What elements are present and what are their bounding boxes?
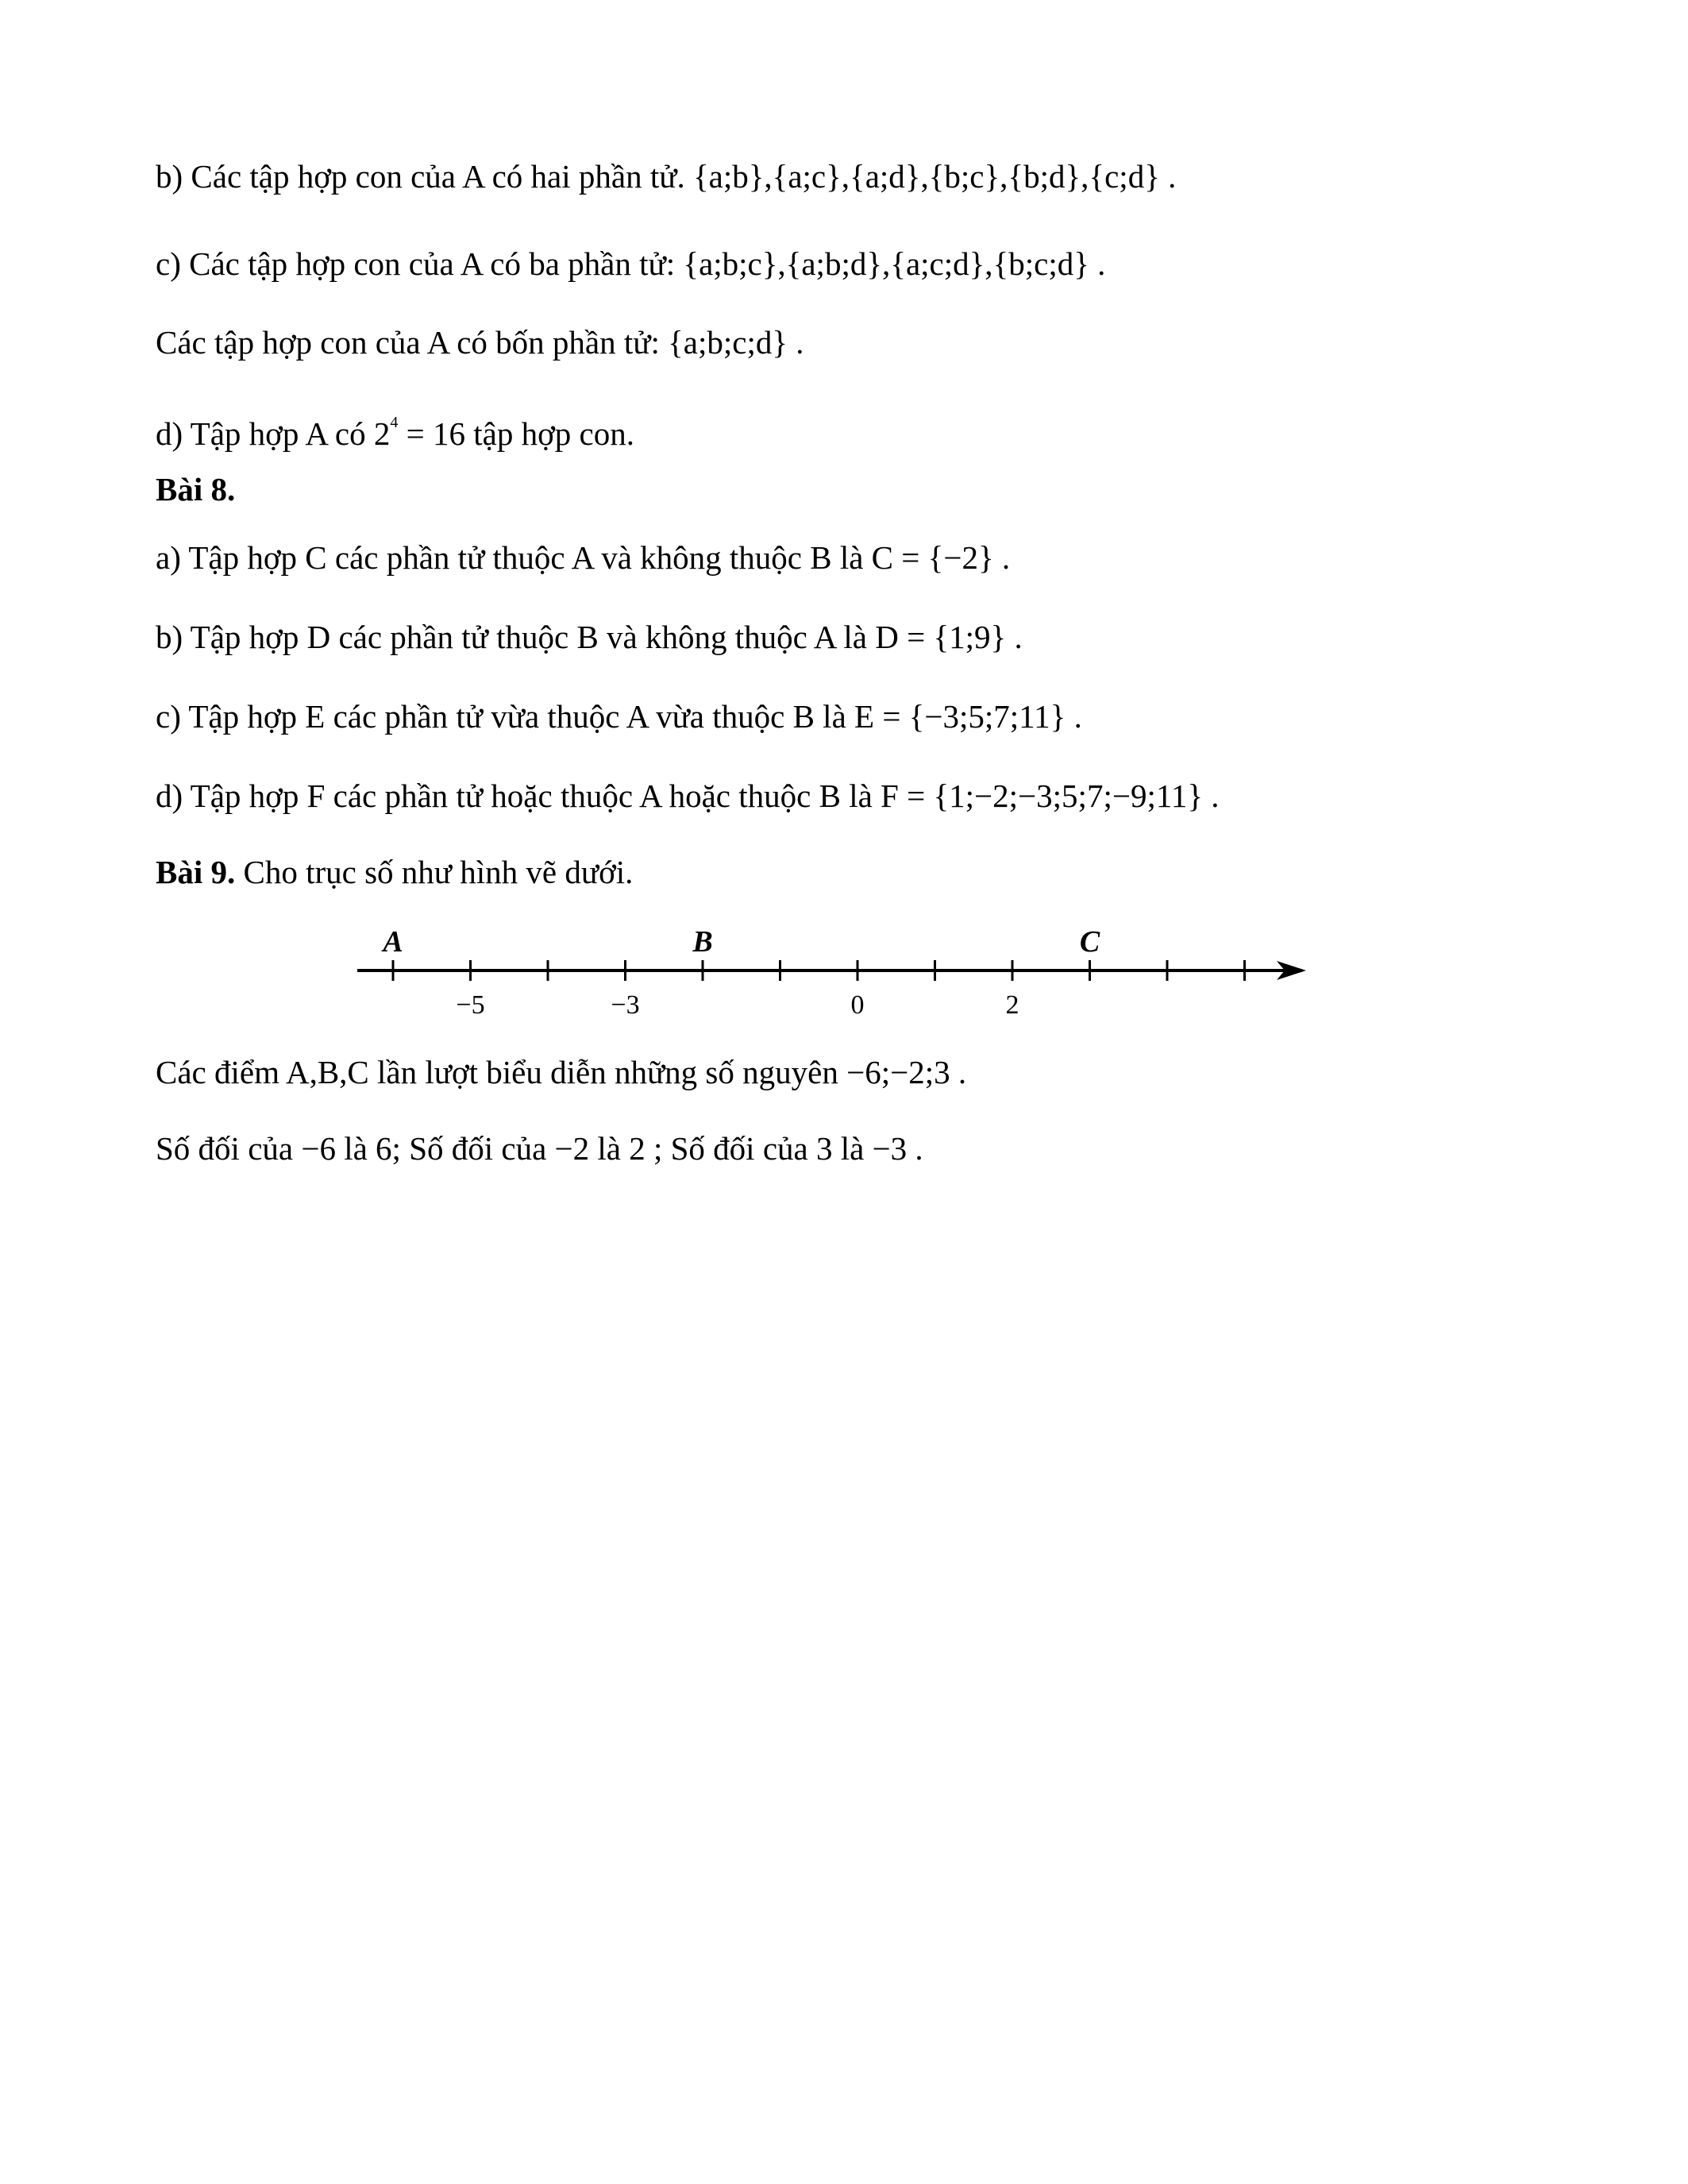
line-subsets-two: b) Các tập hợp con của A có hai phần tử. {a;b},{a;c},{a;d},{b;c},{b;d},{c;d} . [156, 158, 1177, 195]
line-set-e: c) Tập hợp E các phần tử vừa thuộc A vừa thuộc B là E = {−3;5;7;11} . [156, 698, 1082, 735]
line-subset-count-suffix: = 16 tập hợp con. [398, 415, 634, 452]
heading-bai-9-label: Bài 9. [156, 854, 236, 890]
tick-label: −3 [611, 990, 640, 1020]
number-line-tick-labels [456, 990, 1019, 1020]
point-label: C [1079, 925, 1100, 959]
tick-label: 2 [1005, 990, 1019, 1020]
point-label: B [692, 925, 713, 959]
line-subset-count-prefix: d) Tập hợp A có 2 [156, 415, 391, 452]
line-set-f: d) Tập hợp F các phần tử hoặc thuộc A hoặc thuộc B là F = {1;−2;−3;5;7;−9;11} . [156, 778, 1220, 814]
text-line [156, 537, 1010, 578]
tick-label: 0 [850, 990, 865, 1020]
text-line [156, 616, 1023, 658]
heading-bai-9 [156, 851, 633, 893]
text-line [156, 1051, 966, 1093]
text-line [156, 696, 1082, 737]
heading-bai-9-text: Cho trục số như hình vẽ dưới. [235, 854, 634, 890]
point-label: A [383, 925, 403, 959]
heading-bai-8-text: Bài 8. [156, 471, 236, 507]
tick-label: −5 [456, 990, 485, 1020]
text-line [156, 775, 1220, 816]
number-line-axis [357, 961, 1306, 980]
text-line [156, 156, 1176, 197]
text-line [156, 322, 804, 363]
line-points-values: Các điểm A,B,C lần lượt biểu diễn những số nguyên −6;−2;3 . [156, 1054, 967, 1090]
number-line-point-labels [381, 925, 1100, 959]
line-set-c: a) Tập hợp C các phần tử thuộc A và không thuộc B là C = {−2} . [156, 539, 1011, 576]
number-line-figure [349, 921, 1350, 1024]
line-subsets-three: c) Các tập hợp con của A có ba phần tử: {a;b;c},{a;b;d},{a;c;d},{b;c;d} . [156, 245, 1106, 282]
line-subsets-four: Các tập hợp con của A có bốn phần tử: {a;b;c;d} . [156, 324, 804, 361]
text-line [156, 1128, 923, 1169]
line-set-d: b) Tập hợp D các phần tử thuộc B và không thuộc A là D = {1;9} . [156, 619, 1023, 655]
exponent: 4 [390, 414, 399, 431]
heading-bai-8 [156, 469, 235, 510]
line-opposites: Số đối của −6 là 6; Số đối của −2 là 2 ; Số đối của 3 là −3 . [156, 1130, 923, 1167]
text-line [156, 243, 1105, 284]
text-line [156, 402, 634, 454]
